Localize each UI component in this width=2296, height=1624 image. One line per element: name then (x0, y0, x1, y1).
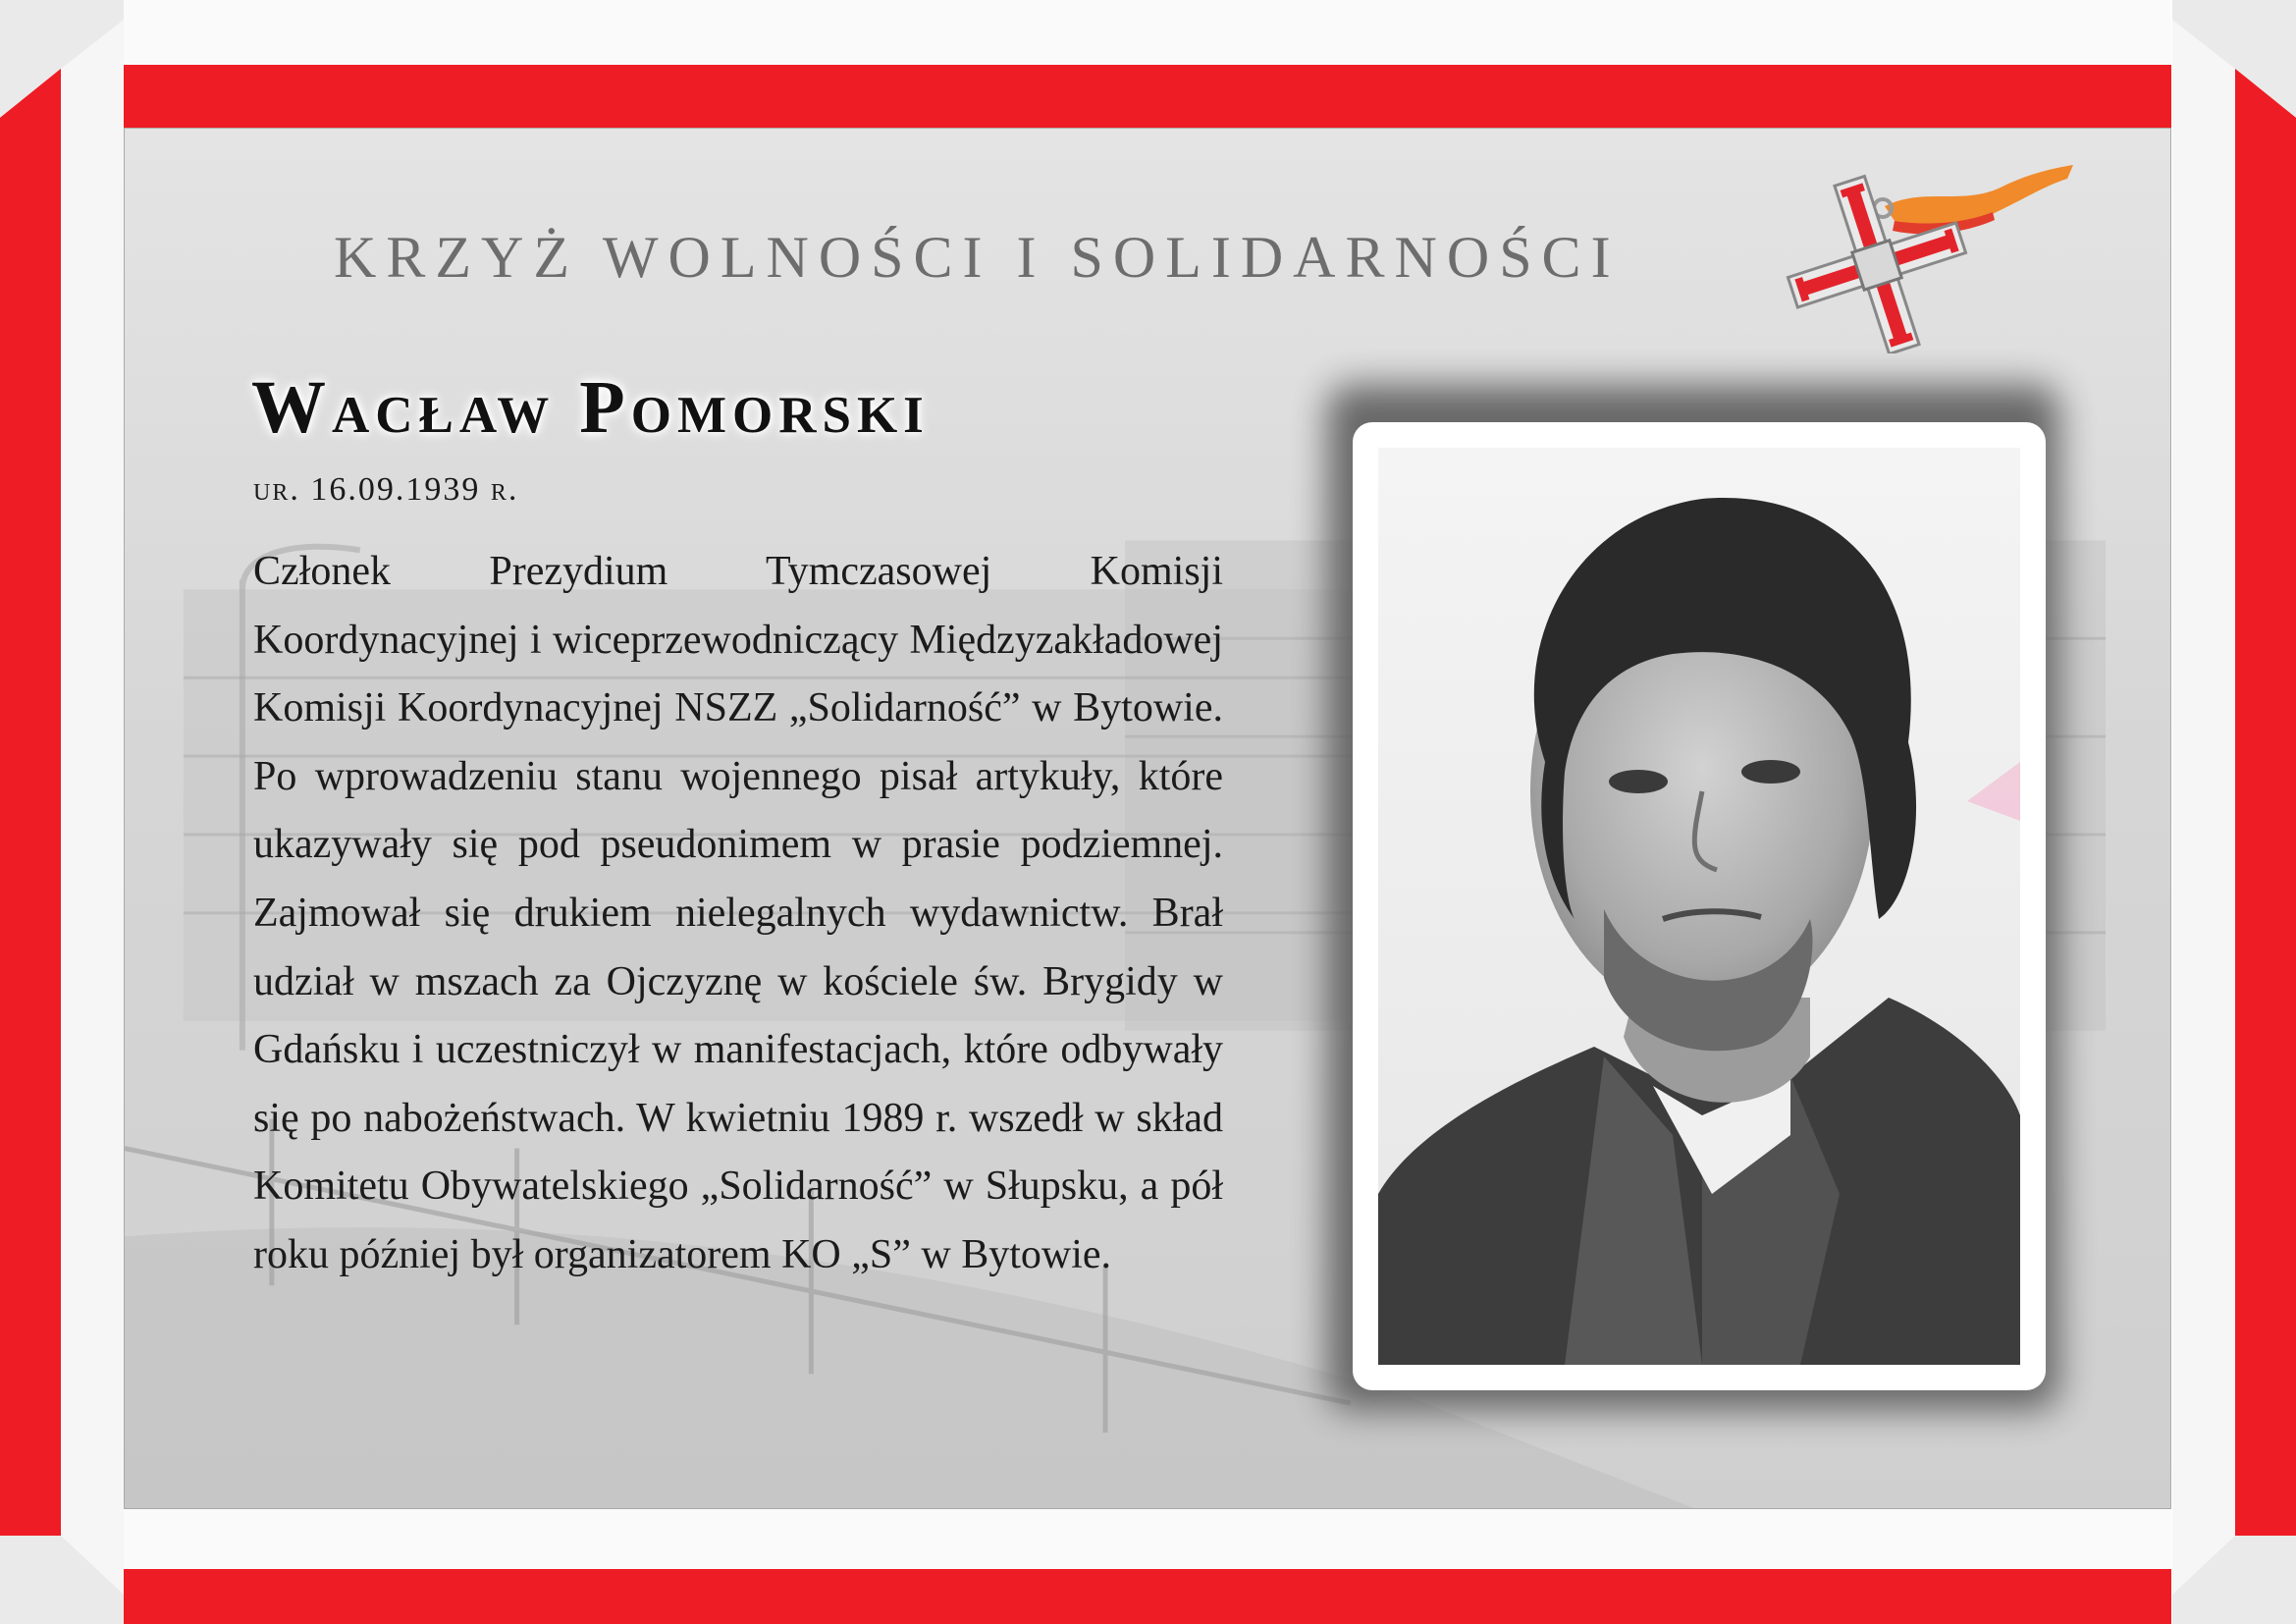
page-title: KRZYŻ WOLNOŚCI I SOLIDARNOŚCI (334, 225, 1621, 290)
portrait-photo (1378, 448, 2020, 1365)
right-red-band (2235, 69, 2296, 1561)
top-red-band (124, 65, 2171, 128)
bottom-red-band (124, 1569, 2171, 1624)
corner-bottom-right (2168, 1536, 2296, 1624)
cross-medal-icon (1767, 147, 2081, 353)
biography-text: Członek Prezydium Tymczasowej Komisji Koordynacyjnej i wiceprzewodniczący Międzyzakładowej Komisji Koordynacyjnej NSZZ „Solidarność” w Bytowie. Po wprowadzeniu stanu wojennego pisał artykuły, które ukazywały się pod pseudonimem w prasie podziemnej. Zajmował się drukiem nielegalnych wydawnictw. Brał udział w mszach za Ojczyznę w kościele św. Brygidy w Gdańsku i uczestniczył w manifestacjach, które odbywały się po nabożeństwach. W kwietniu 1989 r. wszedł w skład Komitetu Obywatelskiego „Solidarność” w Słupsku, a pół roku później był organizatorem KO „S” w Bytowie. (253, 549, 1223, 1277)
person-name: Wacław Pomorski (251, 366, 930, 449)
corner-bottom-left (0, 1536, 128, 1624)
portrait-frame (1353, 422, 2046, 1390)
right-white-band (2172, 20, 2235, 1624)
bottom-white-band (124, 1509, 2171, 1569)
corner-top-left (0, 0, 128, 137)
birth-date: ur. 16.09.1939 r. (253, 471, 519, 508)
left-red-band (0, 69, 61, 1561)
corner-top-right (2168, 0, 2296, 137)
left-white-band (61, 20, 124, 1624)
top-white-band (124, 0, 2171, 66)
